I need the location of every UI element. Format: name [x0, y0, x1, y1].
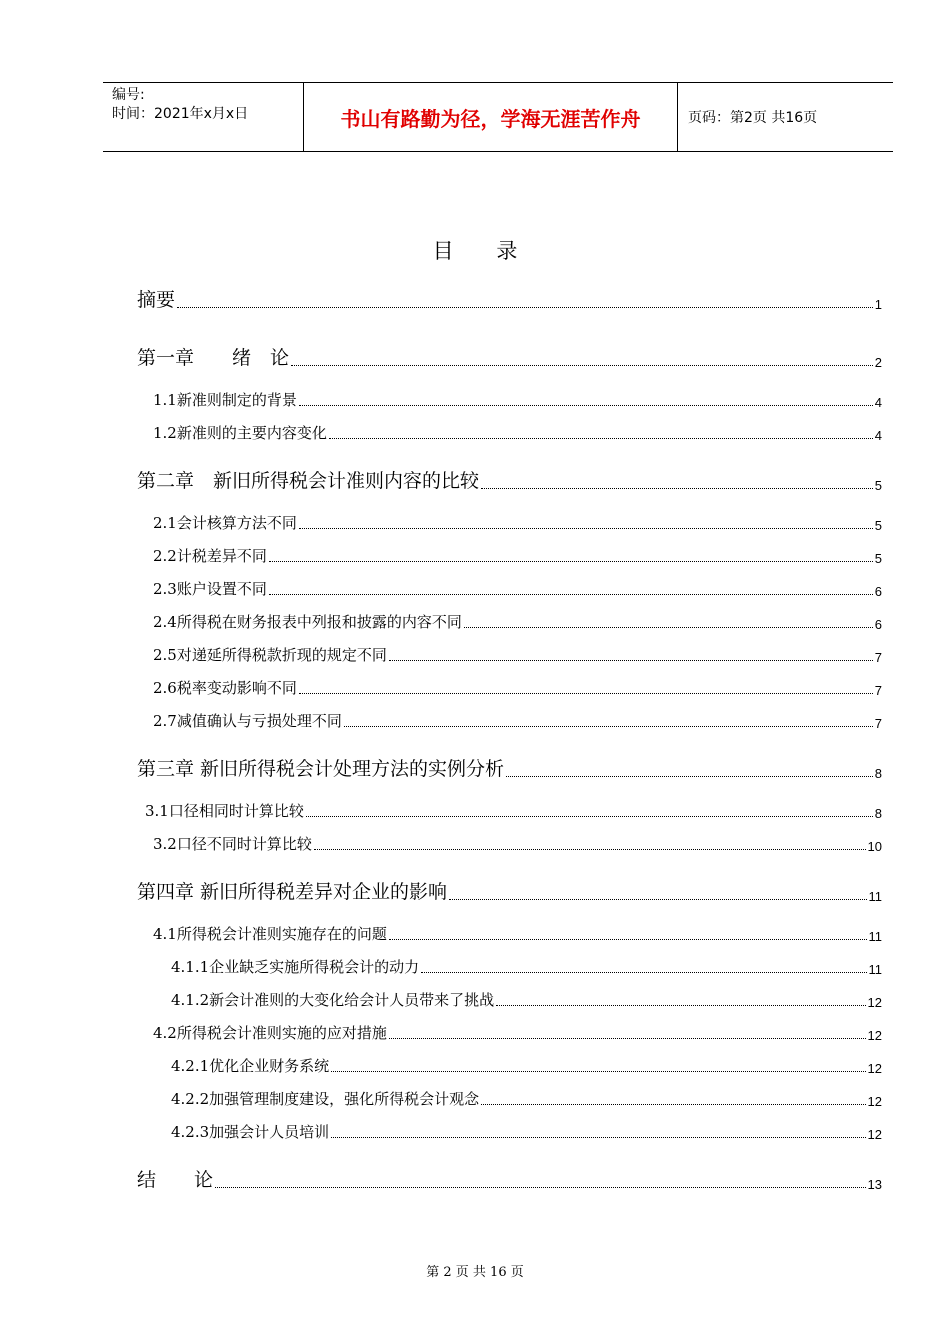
toc-entry-label: 2.2计税差异不同: [153, 547, 267, 565]
toc-entry-label: 2.3账户设置不同: [153, 580, 267, 598]
toc-entry-label: 4.2.3加强会计人员培训: [171, 1123, 330, 1141]
toc-entry-2-5[interactable]: [153, 644, 882, 665]
toc-entry-page: 4: [874, 428, 882, 443]
toc-entry-label: 1.1新准则制定的背景: [153, 391, 297, 409]
toc-leader: [177, 307, 873, 308]
toc-entry-label: 4.1.2新会计准则的大变化给会计人员带来了挑战: [171, 991, 495, 1009]
toc-entry-label: 4.2所得税会计准则实施的应对措施: [153, 1024, 387, 1042]
toc-entry-label: 第二章 新旧所得税会计准则内容的比较: [137, 470, 480, 492]
toc-entry-page: 12: [867, 1127, 882, 1142]
toc-entry-chapter-4[interactable]: [137, 877, 882, 904]
toc-entry-page: 11: [868, 889, 882, 904]
toc-entry-2-3[interactable]: [153, 578, 882, 599]
toc-entry-page: 7: [874, 683, 882, 698]
toc-entry-page: 2: [874, 355, 882, 370]
toc-entry-label: 2.6税率变动影响不同: [153, 679, 297, 697]
toc-entry-page: 13: [867, 1177, 882, 1192]
toc-entry-page: 12: [867, 1028, 882, 1043]
toc-entry-page: 11: [868, 962, 882, 977]
toc-entry-label: 1.2新准则的主要内容变化: [153, 424, 327, 442]
toc-entry-4-1-2[interactable]: [171, 989, 882, 1010]
toc-entry-label: 2.7减值确认与亏损处理不同: [153, 712, 342, 730]
toc-title: 目 录: [432, 239, 536, 263]
toc-leader: [306, 816, 873, 817]
toc-leader: [331, 1137, 865, 1138]
toc-entry-1-2[interactable]: [153, 422, 882, 443]
toc-entry-page: 4: [874, 395, 882, 410]
page-footer: 第 2 页 共 16 页: [426, 1265, 524, 1280]
toc-entry-1-1[interactable]: [153, 389, 882, 410]
toc-entry-page: 5: [874, 518, 882, 533]
toc-leader: [331, 1071, 865, 1072]
toc-entry-page: 5: [874, 478, 882, 493]
toc-entry-page: 12: [867, 995, 882, 1010]
toc-entry-2-7[interactable]: [153, 710, 882, 731]
toc-entry-2-2[interactable]: [153, 545, 882, 566]
toc-entry-4-2[interactable]: [153, 1022, 882, 1043]
toc-leader: [299, 528, 873, 529]
toc-leader: [389, 1038, 866, 1039]
toc-leader: [299, 693, 873, 694]
toc-entry-label: 4.2.1优化企业财务系统: [171, 1057, 330, 1075]
toc-leader: [389, 660, 873, 661]
toc-entry-label: 2.4所得税在财务报表中列报和披露的内容不同: [153, 613, 462, 631]
toc-entry-label: 4.1所得税会计准则实施存在的问题: [153, 925, 387, 943]
toc-entry-chapter-3[interactable]: [137, 754, 882, 781]
header-motto: 书山有路勤为径，学海无涯苦作舟: [304, 83, 678, 151]
toc-entry-page: 8: [874, 766, 882, 781]
toc-entry-label: 2.1会计核算方法不同: [153, 514, 297, 532]
toc-entry-2-4[interactable]: [153, 611, 882, 632]
toc-entry-label: 第四章 新旧所得税差异对企业的影响: [137, 881, 448, 903]
toc-entry-page: 11: [868, 929, 882, 944]
toc-leader: [481, 488, 873, 489]
toc-leader: [496, 1005, 865, 1006]
toc-entry-3-1[interactable]: [145, 800, 882, 821]
toc-entry-conclusion[interactable]: [137, 1165, 882, 1192]
toc-leader: [481, 1104, 865, 1105]
toc-leader: [329, 438, 873, 439]
toc-entry-chapter-2[interactable]: [137, 466, 882, 493]
toc-entry-3-2[interactable]: [153, 833, 882, 854]
toc-entry-abstract[interactable]: [137, 285, 882, 312]
toc-entry-page: 10: [867, 839, 882, 854]
toc-entry-label: 第三章 新旧所得税会计处理方法的实例分析: [137, 758, 505, 780]
toc-leader: [449, 899, 866, 900]
toc-entry-4-1-1[interactable]: [171, 956, 882, 977]
toc-entry-2-6[interactable]: [153, 677, 882, 698]
toc-entry-label: 3.2口径不同时计算比较: [153, 835, 312, 853]
toc-leader: [389, 939, 867, 940]
toc-entry-label: 4.2.2加强管理制度建设，强化所得税会计观念: [171, 1090, 480, 1108]
toc-entry-page: 7: [874, 650, 882, 665]
toc-entry-page: 6: [874, 617, 882, 632]
toc-entry-4-2-3[interactable]: [171, 1121, 882, 1142]
page-header: [103, 82, 893, 152]
toc-leader: [269, 561, 873, 562]
toc-entry-4-1[interactable]: [153, 923, 882, 944]
toc-entry-chapter-1[interactable]: [137, 343, 882, 370]
header-date: 时间：2021年x月x日: [112, 106, 249, 122]
toc-entry-page: 1: [874, 297, 882, 312]
toc-entry-page: 5: [874, 551, 882, 566]
toc-entry-label: 4.1.1企业缺乏实施所得税会计的动力: [171, 958, 420, 976]
header-page-info: 页码：第2页 共16页: [688, 110, 818, 126]
toc-entry-page: 12: [867, 1094, 882, 1109]
toc-entry-label: 3.1口径相同时计算比较: [145, 802, 304, 820]
toc-leader: [344, 726, 873, 727]
toc-entry-page: 8: [874, 806, 882, 821]
toc-entry-label: 第一章 绪 论: [137, 347, 290, 369]
toc-leader: [269, 594, 873, 595]
toc-entry-page: 7: [874, 716, 882, 731]
toc-entry-label: 2.5对递延所得税款折现的规定不同: [153, 646, 387, 664]
toc-entry-label: 结 论: [137, 1169, 214, 1191]
toc-leader: [421, 972, 866, 973]
header-meta: [103, 83, 304, 151]
toc-leader: [314, 849, 866, 850]
toc-entry-4-2-1[interactable]: [171, 1055, 882, 1076]
toc-leader: [215, 1187, 866, 1188]
toc-leader: [299, 405, 873, 406]
toc-leader: [464, 627, 873, 628]
toc-leader: [291, 365, 873, 366]
toc-entry-2-1[interactable]: [153, 512, 882, 533]
toc-entry-page: 6: [874, 584, 882, 599]
toc-entry-page: 12: [867, 1061, 882, 1076]
header-number: 编号:: [112, 87, 145, 103]
toc-leader: [506, 776, 873, 777]
toc-entry-label: 摘要: [137, 289, 176, 311]
toc-entry-4-2-2[interactable]: [171, 1088, 882, 1109]
